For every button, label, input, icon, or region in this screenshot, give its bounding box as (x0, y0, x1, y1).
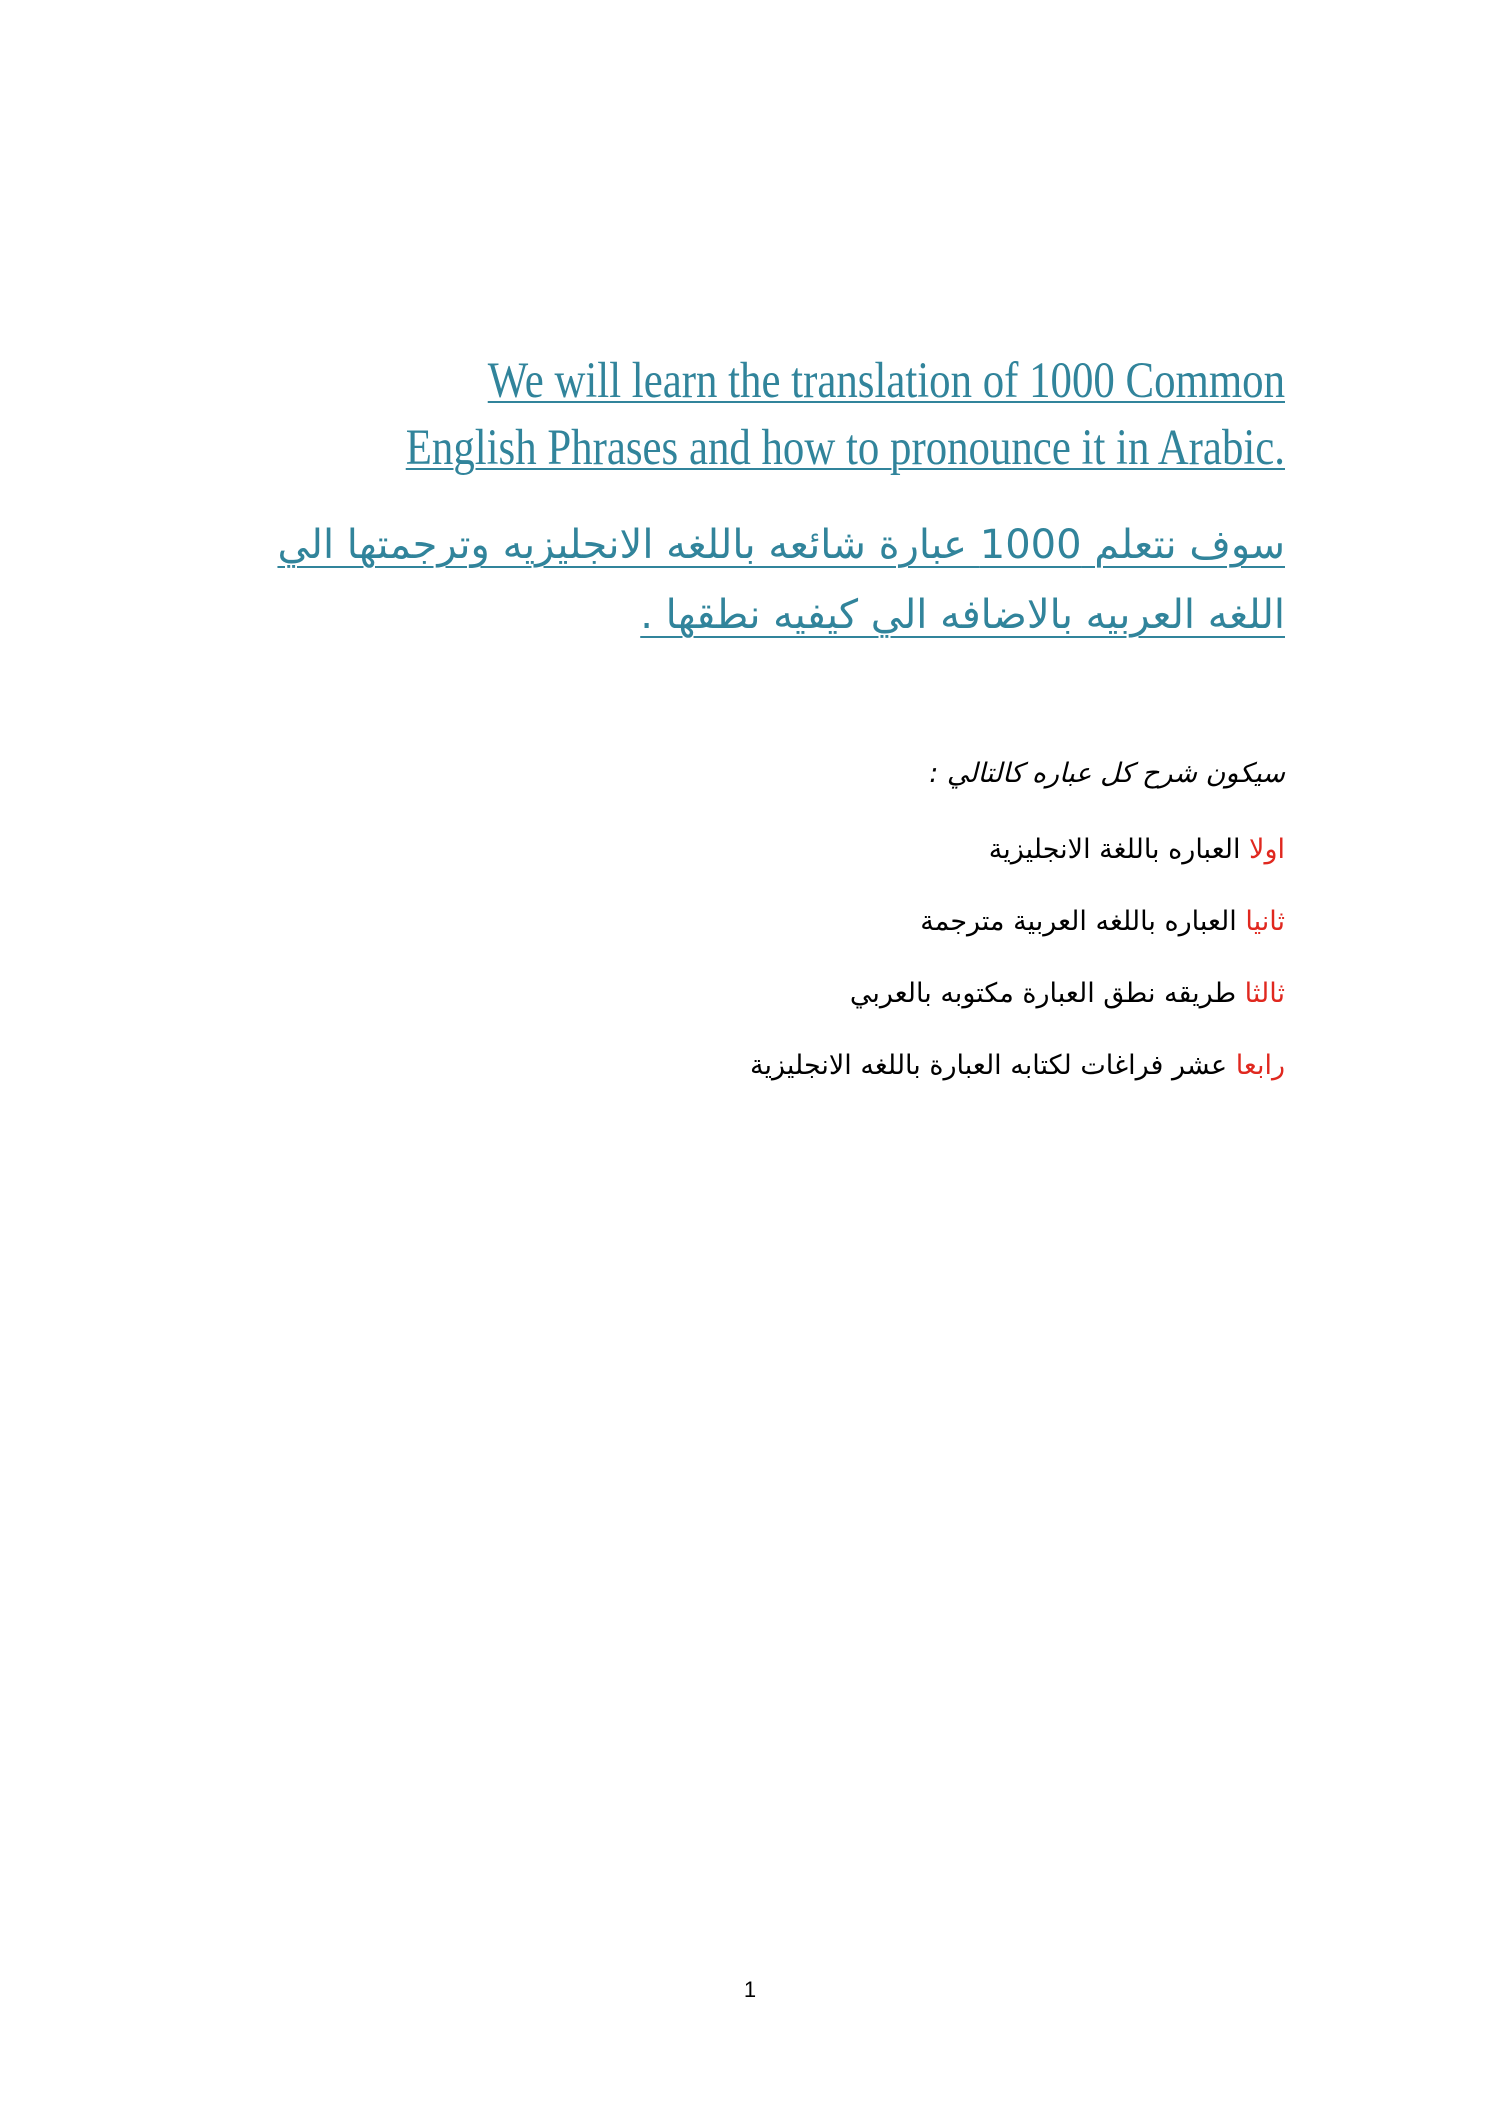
step-item-1 (750, 830, 1285, 902)
step-item-3 (750, 974, 1285, 1046)
steps-list (750, 830, 1285, 1118)
step-ordinal: ثانيا (1245, 906, 1285, 937)
step-text: العباره باللغه العربية مترجمة (920, 906, 1246, 937)
step-text: عشر فراغات لكتابه العبارة باللغه الانجليزية (749, 1050, 1236, 1081)
step-ordinal: ثالثا (1244, 978, 1285, 1009)
english-title-line-1: We will learn the translation of 1000 Common (487, 353, 1285, 409)
step-ordinal: اولا (1249, 834, 1285, 865)
arabic-title-line-1: سوف نتعلم 1000 عبارة شائعه باللغه الانجليزيه وترجمتها الي (277, 522, 1285, 568)
arabic-title-line-2: اللغه العربيه بالاضافه الي كيفيه نطقها . (640, 592, 1285, 638)
step-item-4 (750, 1046, 1285, 1118)
step-ordinal: رابعا (1235, 1050, 1285, 1081)
english-title (390, 348, 1285, 482)
step-text: طريقه نطق العبارة مكتوبه بالعربي (849, 978, 1245, 1009)
intro-text: سيكون شرح كل عباره كالتالي : (929, 758, 1285, 789)
step-text: العباره باللغة الانجليزية (988, 834, 1250, 865)
arabic-title (250, 510, 1285, 650)
page-number: 1 (743, 1977, 757, 2002)
english-title-line-2: English Phrases and how to pronounce it in Arabic. (405, 420, 1286, 476)
step-item-2 (750, 902, 1285, 974)
